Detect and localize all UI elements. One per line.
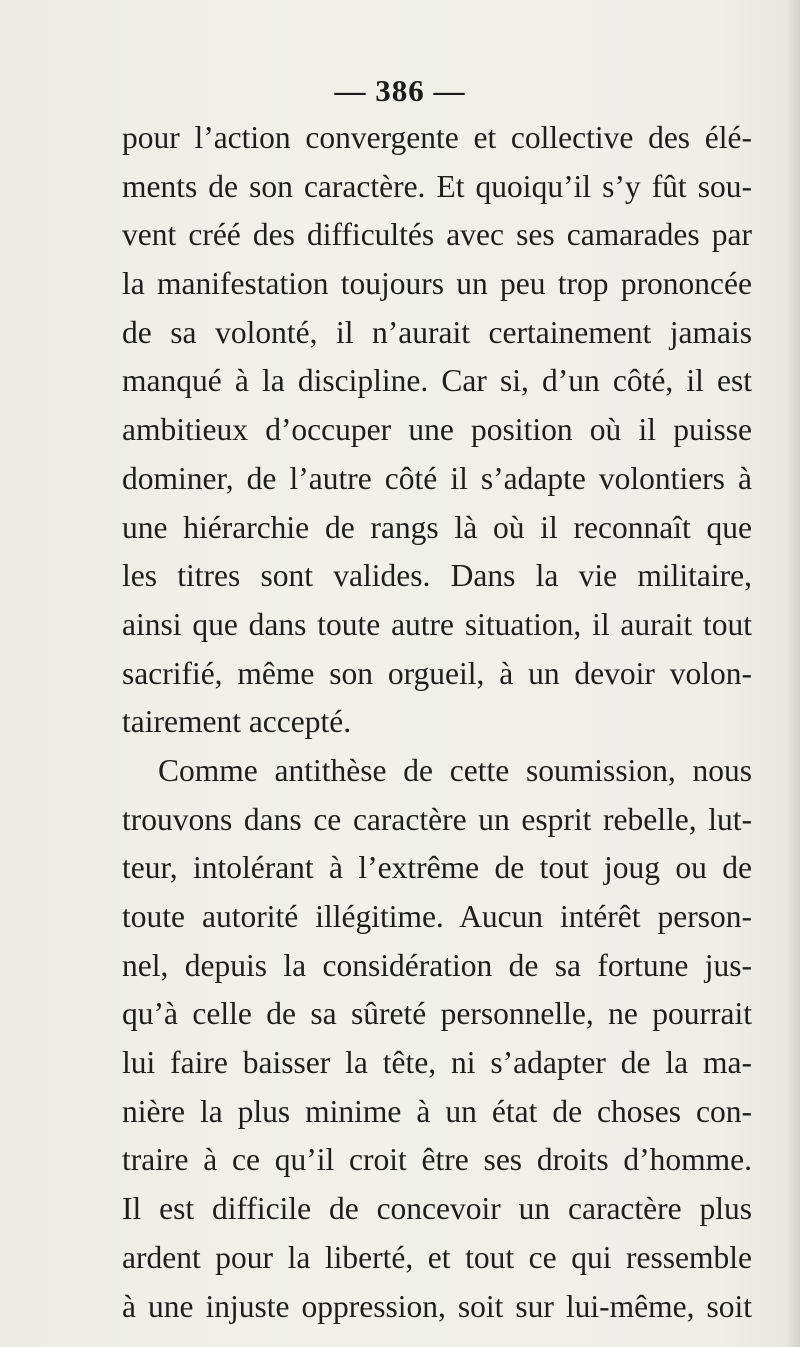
text-line: sacrifié, même son orgueil, à un devoir volon- [122, 655, 752, 691]
text-line: ments de son caractère. Et quoiqu’il s’y fût sou- [122, 168, 752, 204]
text-line: à une injuste oppression, soit sur lui-même, soit [122, 1288, 752, 1324]
text-line: dominer, de l’autre côté il s’adapte volontiers à [122, 460, 752, 496]
text-line-paragraph-end: tairement accepté. [122, 704, 352, 740]
text-line: qu’à celle de sa sûreté personnelle, ne pourrait [122, 996, 752, 1032]
text-line: les titres sont valides. Dans la vie militaire, [122, 558, 752, 594]
text-line: nel, depuis la considération de sa fortune jus- [122, 947, 752, 983]
text-line: de sa volonté, il n’aurait certainement jamais [122, 314, 752, 350]
text-line: traire à ce qu’il croit être ses droits d’homme. [122, 1142, 752, 1178]
text-line: ardent pour la liberté, et tout ce qui ressemble [122, 1239, 752, 1275]
text-line: nière la plus minime à un état de choses con- [122, 1093, 752, 1129]
text-line: trouvons dans ce caractère un esprit rebelle, lut- [122, 801, 752, 837]
page-number-header: — 386 — [334, 73, 466, 108]
body-text [122, 114, 752, 1331]
text-line: teur, intolérant à l’extrême de tout joug ou de [122, 850, 752, 886]
page-edge-shadow [786, 0, 800, 1347]
text-line: ainsi que dans toute autre situation, il aurait tout [122, 606, 752, 642]
text-line: une hiérarchie de rangs là où il reconnaît que [122, 509, 752, 545]
text-line: ambitieux d’occuper une position où il puisse [122, 412, 752, 448]
text-line-paragraph-start: Comme antithèse de cette soumission, nous [158, 752, 752, 788]
text-line: manqué à la discipline. Car si, d’un côté, il est [122, 363, 752, 399]
text-line: Il est difficile de concevoir un caractère plus [122, 1191, 752, 1227]
text-line: vent créé des difficultés avec ses camarades par [122, 217, 752, 253]
text-line: pour l’action convergente et collective des élé- [122, 120, 752, 155]
text-line: la manifestation toujours un peu trop prononcée [122, 266, 752, 302]
text-line: toute autorité illégitime. Aucun intérêt person- [122, 899, 752, 934]
text-line: lui faire baisser la tête, ni s’adapter de la ma- [122, 1045, 752, 1081]
